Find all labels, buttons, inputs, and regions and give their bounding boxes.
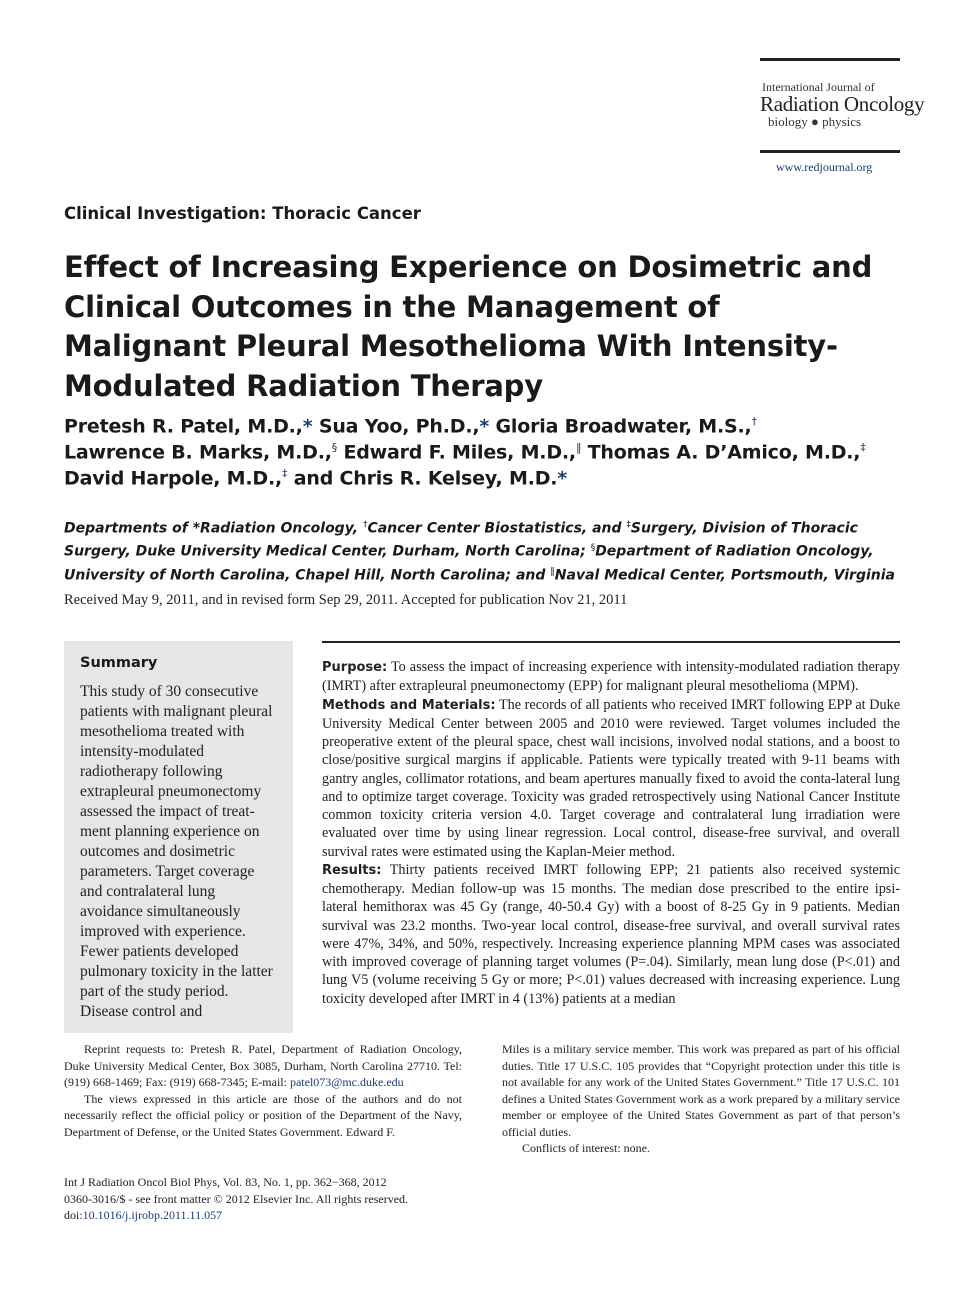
results-text: Thirty patients received IMRT following EPP; 21 patients also received systemic chemotherapy. Median follow-up was 15 months. The median dose prescribed to the entire ipsi-lateral hemithorax was 45 Gy (range, 40-50.4 Gy) with a boost of 8-25 Gy in 9 patients. Median survival was 23.2 months. Two-year local control, disease-free survival, and overall survival rates were 47%, 34%, and 50%, respectively. Increasing experience planning MPM cases was associated with improved coverage of planning target volumes (P=.04). Similarly, mean lung dose (P<.01) and lung V5 (volume receiving 5 Gy or more; P<.01) values decreased with increasing experience. Lung toxicity developed after IMRT in 4 (13%) patients at a median — [322, 861, 900, 1007]
affiliation-text: Cancer Center Biostatistics, and — [367, 520, 627, 537]
journal-url-link[interactable]: www.redjournal.org — [776, 160, 873, 174]
affiliation-mark[interactable]: † — [751, 415, 757, 428]
author-line-1 — [64, 415, 757, 437]
affiliation-text: Surgery, Division of Thoracic Surgery, Duke University Medical Center, Durham, North Carolina; — [64, 520, 858, 560]
citation-doi — [64, 1207, 408, 1224]
journal-name-line2: Radiation Oncology — [760, 92, 925, 116]
conflicts-of-interest: Conflicts of interest: none. — [522, 1141, 650, 1155]
methods-text: The records of all patients who received IMRT following EPP at Duke University Medical Center between 2005 and 2010 were reviewed. Target volumes included the preoperative extent of the pleural space, chest wall incisions, involved nodal stations, and a boost to close/positive surgical margins if applicable. Patients were typically treated with 9-11 beams with gantry angles, collimator rotations, and beam apertures manually fixed to avoid the conta-lateral lung and to optimize target coverage. Toxicity was graded retrospectively using National Cancer Institute common toxicity criteria version 4.0. Target coverage and contralateral lung irradiation were evaluated over time by using linear regression. Local control, disease-free survival, and overall survival rates were estimated using the Kaplan-Meier method. — [322, 696, 900, 860]
citation-line1: Int J Radiation Oncol Biol Phys, Vol. 83, No. 1, pp. 362−368, 2012 — [64, 1175, 387, 1189]
doi-prefix: doi: — [64, 1208, 83, 1222]
email-link[interactable]: patel073@mc.duke.edu — [289, 1075, 404, 1089]
author-name: Edward F. Miles, M.D., — [343, 441, 576, 464]
affiliation-mark: † — [362, 520, 368, 530]
purpose-label: Purpose: — [322, 660, 388, 675]
footnotes-left — [64, 1041, 462, 1140]
affiliation-mark[interactable]: * — [302, 415, 313, 438]
affiliation-mark[interactable]: * — [479, 415, 490, 438]
affiliation-mark[interactable]: ‖ — [575, 441, 582, 454]
affiliation-text: Department of Radiation Oncology, University of North Carolina, Chapel Hill, North Carolina; and — [64, 543, 874, 584]
author-name: Sua Yoo, Ph.D., — [318, 415, 480, 438]
author-line-3 — [64, 467, 567, 489]
summary-heading: Summary — [80, 655, 158, 671]
affiliation-text: Departments of *Radiation Oncology, — [64, 520, 363, 537]
military-disclaimer: Miles is a military service member. This work was prepared as part of his official duties. Title 17 U.S.C. 105 provides that “Copyright protection under this title is not available for any work of the United States Government.” Title 17 U.S.C. 101 defines a United States Government work as a work prepared by a military service member or employee of the United States Government as part of that person’s official duties. — [502, 1042, 900, 1139]
abstract — [322, 658, 900, 1023]
author-name: Pretesh R. Patel, M.D., — [64, 415, 303, 438]
author-name: Gloria Broadwater, M.S., — [495, 415, 752, 438]
section-label: Clinical Investigation: Thoracic Cancer — [64, 204, 421, 223]
journal-name-line1: International Journal of — [762, 80, 875, 94]
author-name: Lawrence B. Marks, M.D., — [64, 441, 332, 464]
reprint-text: Reprint requests to: Pretesh R. Patel, Department of Radiation Oncology, Duke University Medical Center, Box 3085, Durham, North Carolina 27710. Tel: (919) 668-1469; Fax: (919) 668-7345; E-mail: — [64, 1042, 462, 1089]
abstract-methods — [322, 696, 900, 861]
citation-line2: 0360-3016/$ - see front matter © 2012 Elsevier Inc. All rights reserved. — [64, 1191, 409, 1206]
affiliation-mark: ‡ — [626, 520, 631, 530]
affiliation-mark[interactable]: ‡ — [860, 441, 866, 454]
affiliation-mark[interactable]: § — [331, 441, 338, 454]
author-line-2 — [64, 441, 866, 463]
affiliation-mark[interactable]: * — [557, 467, 568, 490]
author-conjunction: and — [293, 467, 334, 490]
author-name: Thomas A. D’Amico, M.D., — [587, 441, 861, 464]
footnotes-right — [502, 1041, 900, 1157]
journal-logo-rule-bottom — [760, 150, 900, 153]
citation-block — [64, 1174, 408, 1224]
affiliations — [64, 516, 904, 586]
abstract-results — [322, 861, 900, 1008]
author-name: Chris R. Kelsey, M.D. — [339, 467, 558, 490]
methods-label: Methods and Materials: — [322, 697, 496, 713]
affiliation-mark: § — [590, 543, 596, 554]
doi-link[interactable]: 10.1016/j.ijrobp.2011.11.057 — [82, 1208, 223, 1222]
affiliation-mark: ‖ — [550, 566, 555, 577]
article-title: Effect of Increasing Experience on Dosimetric and Clinical Outcomes in the Management of Malignant Pleural Mesothelioma With Intensity-Modulated Radiation Therapy — [64, 250, 873, 403]
abstract-rule — [322, 641, 900, 643]
journal-name-line3: biology ● physics — [768, 114, 862, 129]
received-dates: Received May 9, 2011, and in revised form Sep 29, 2011. Accepted for publication Nov 21, 2011 — [64, 592, 628, 608]
journal-logo-rule-top — [760, 58, 900, 61]
affiliation-mark[interactable]: ‡ — [282, 467, 288, 480]
author-name: David Harpole, M.D., — [64, 467, 283, 490]
reprint-request — [64, 1041, 462, 1091]
purpose-text: To assess the impact of increasing experience with intensity-modulated radiation therapy (IMRT) after extrapleural pneumonectomy (EPP) for malignant pleural mesothelioma (MPM). — [322, 659, 900, 695]
views-disclaimer: The views expressed in this article are those of the authors and do not necessarily reflect the official policy or position of the Department of the Navy, Department of Defense, or the United States Government. Edward F. — [64, 1091, 462, 1139]
results-label: Results: — [322, 862, 382, 878]
summary-text: This study of 30 consecutive patients with malignant pleural mesothelioma treated with intensity-modulated radiotherapy following extrapleural pneumonectomy assessed the impact of treat-ment planning experience on outcomes and dosimetric parameters. Target coverage and contralateral lung avoidance simultaneously improved with experience. Fewer patients developed pulmonary toxicity in the latter part of the study period. Disease control and — [80, 683, 273, 1020]
abstract-purpose — [322, 658, 900, 696]
affiliation-text: Naval Medical Center, Portsmouth, Virginia — [554, 567, 895, 584]
